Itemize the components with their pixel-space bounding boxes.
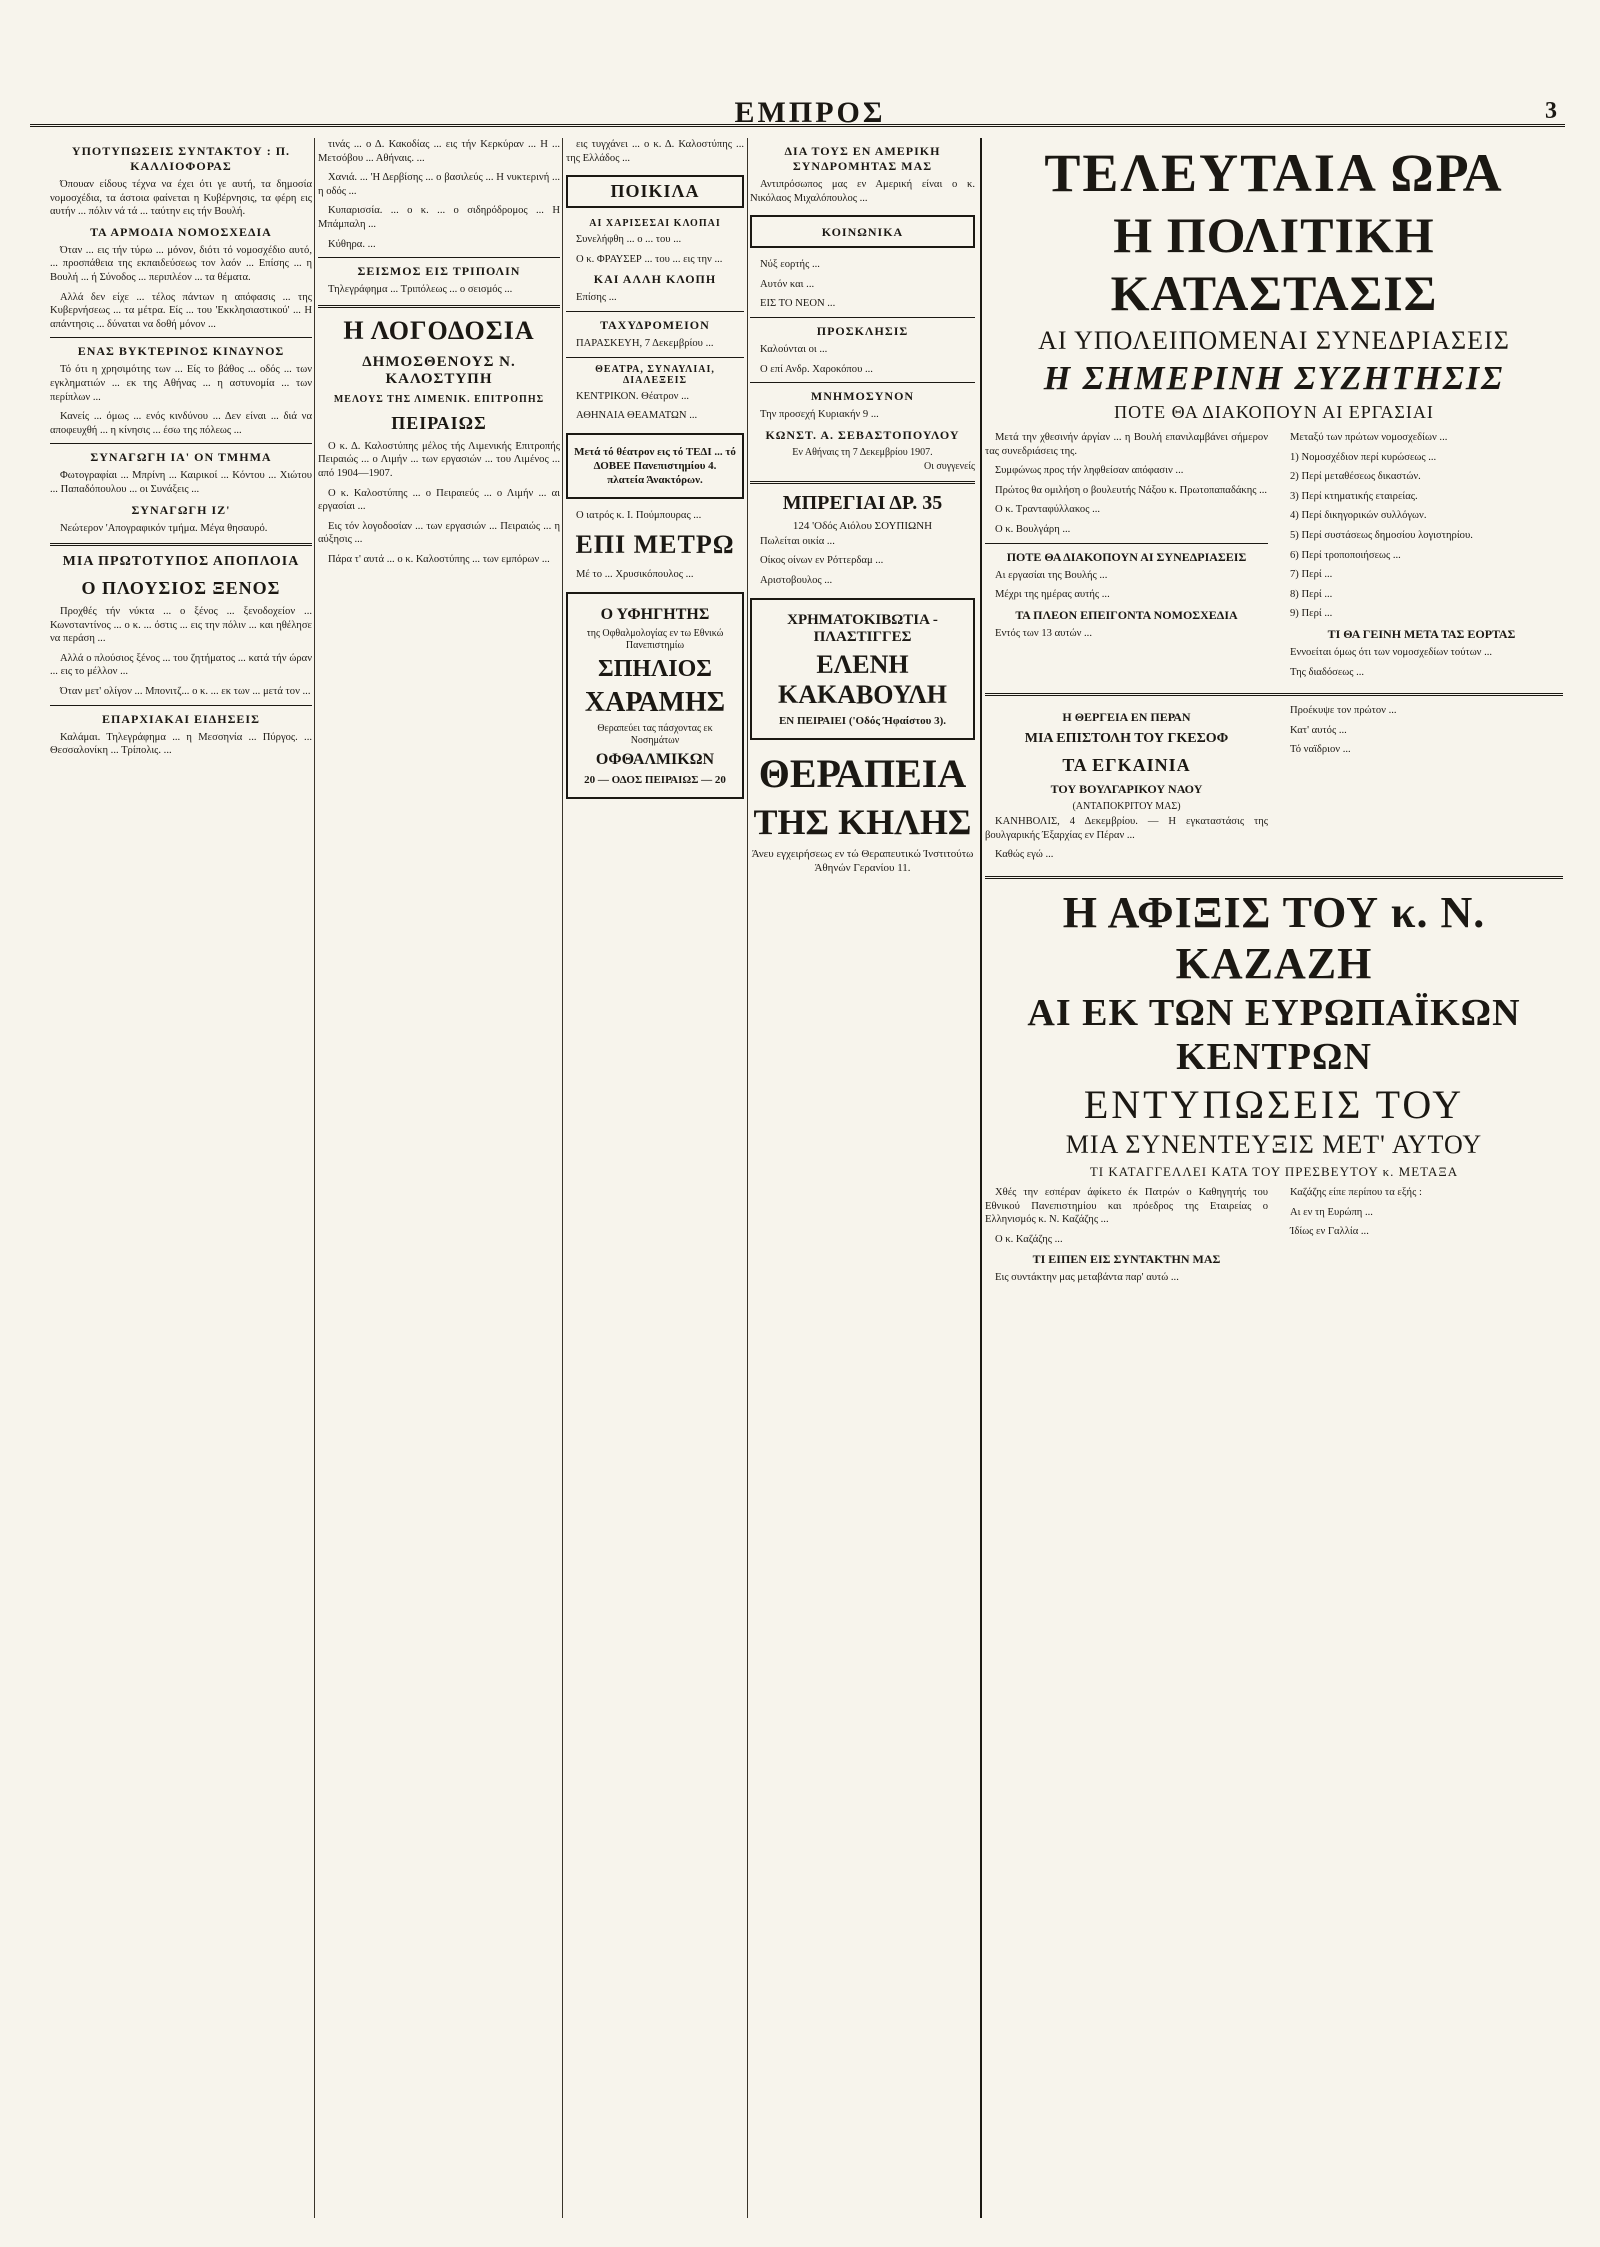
section-heading: ΤΑΧΥΔΡΟΜΕΙΟΝ xyxy=(600,317,710,332)
divider xyxy=(985,693,1563,696)
divider xyxy=(50,337,312,338)
divider xyxy=(750,317,975,318)
paragraph: Εντός των 13 αυτών ... xyxy=(995,627,1092,639)
section-heading: ΕΠΑΡΧΙΑΚΑΙ ΕΙΔΗΣΕΙΣ xyxy=(102,711,260,726)
paragraph: Της διαδόσεως ... xyxy=(1290,666,1365,678)
section-heading: ΑΙ ΧΑΡΙΣΕΣΑΙ ΚΛΟΠΑΙ xyxy=(589,218,721,230)
paragraph: Αλλά δεν είχε ... τέλος πάντων η απόφασις ... της Κυβερνήσεως ... τα μέτρα. Είς ... του 'Εκκλησιαστικού' ... Η απάντησις ... δύναται να δοθή μόνον ... xyxy=(50,291,312,330)
story-right xyxy=(1280,704,1563,868)
paragraph: Νεώτερον 'Απογραφικόν τμήμα. Μέγα θησαυρό. xyxy=(60,522,268,534)
story-left xyxy=(985,704,1268,868)
section-box xyxy=(566,175,744,208)
section-box xyxy=(750,215,975,248)
paragraph: Μέ το ... Χρυσικόπουλος ... xyxy=(576,569,694,581)
section-heading: ΔΗΜΟΣΘΕΝΟΥΣ Ν. ΚΑΛΟΣΤΥΠΗ xyxy=(362,353,516,387)
paragraph: Καζάζης είπε περίπου τα εξής : xyxy=(1290,1186,1422,1198)
section-heading: Η ΘΕΡΓΕΙΑ ΕΝ ΠΕΡΑΝ xyxy=(1062,710,1191,725)
paragraph: Μεταξύ των πρώτων νομοσχεδίων ... xyxy=(1290,432,1448,443)
divider xyxy=(566,357,744,358)
ad-title: Ο ΥΦΗΓΗΤΗΣ xyxy=(600,605,710,623)
paragraph: 3) Περί κτηματικής εταιρείας. xyxy=(1290,490,1418,502)
paragraph: Ο κ. Καζάζης ... xyxy=(995,1233,1063,1245)
ad-text: της Οφθαλμολογίας εν τω Εθνικώ Πανεπιστημίω xyxy=(586,627,724,651)
signature-line: Οι συγγενείς xyxy=(924,460,975,472)
paragraph: Πωλείται οικία ... xyxy=(760,535,835,547)
divider xyxy=(50,543,312,546)
story-subheadline: ΤΙ ΚΑΤΑΓΓΕΛΛΕΙ ΚΑΤΑ ΤΟΥ ΠΡΕΣΒΕΥΤΟΥ κ. ΜΕΤΑΞΑ xyxy=(1089,1163,1459,1179)
column-2 xyxy=(318,138,560,2218)
paragraph: ΑΘΗΝΑΙΑ ΘΕΑΜΑΤΩΝ ... xyxy=(576,410,698,422)
section-heading: ΠΟΤΕ ΘΑ ΔΙΑΚΟΠΟΥΝ ΑΙ ΣΥΝΕΔΡΙΑΣΕΙΣ xyxy=(1006,549,1247,564)
lead-headline: Η ΠΟΛΙΤΙΚΗ ΚΑΤΑΣΤΑΣΙΣ xyxy=(1110,207,1438,321)
section-heading: ΠΟΙΚΙΛΑ xyxy=(610,181,700,202)
paragraph: Ο κ. Καλοστύπης ... ο Πειραιεύς ... ο Λιμήν ... αι εργασίαι ... xyxy=(318,487,560,513)
paragraph: Αντιπρόσωπος μας εν Αμερική είναι ο κ. Νικόλαος Μιχαλόπουλος ... xyxy=(750,179,975,204)
section-heading: ΘΕΑΤΡΑ, ΣΥΝΑΥΛΙΑΙ, ΔΙΑΛΕΞΕΙΣ xyxy=(595,363,715,386)
paragraph: Κυπαρισσία. ... ο κ. ... ο σιδηρόδρομος ... Η Μπάμπαλη ... xyxy=(318,205,560,230)
story-headline: Η ΑΦΙΞΙΣ ΤΟΥ κ. Ν. ΚΑΖΑΖΗ xyxy=(1062,887,1486,988)
ad-text: Θεραπεύει τας πάσχοντας εκ Νοσημάτων xyxy=(597,722,713,746)
page-number: 3 xyxy=(1545,98,1557,124)
divider xyxy=(750,382,975,383)
paragraph: εις τυγχάνει ... ο κ. Δ. Καλοστύπης ... της Ελλάδος ... xyxy=(566,139,744,164)
divider xyxy=(985,876,1563,879)
paragraph: 9) Περί ... xyxy=(1290,608,1333,620)
divider xyxy=(985,543,1268,544)
story-columns xyxy=(985,1186,1563,1291)
paragraph: Την προσεχή Κυριακήν 9 ... xyxy=(760,409,879,421)
paragraph: 1) Νομοσχέδιον περί κυρώσεως ... xyxy=(1290,451,1437,463)
ad-title: ΣΠΗΛΙΟΣ xyxy=(598,655,712,682)
section-heading: ΤΙ ΕΙΠΕΝ ΕΙΣ ΣΥΝΤΑΚΤΗΝ ΜΑΣ xyxy=(1032,1252,1221,1267)
paragraph: Ίδίως εν Γαλλία ... xyxy=(1290,1226,1369,1238)
date-line: Εν Αθήναις τη 7 Δεκεμβρίου 1907. xyxy=(792,446,933,458)
lead-subheadline: Η ΣΗΜΕΡΙΝΗ ΣΥΖΗΤΗΣΙΣ xyxy=(1043,360,1505,397)
section-heading: ΜΙΑ ΠΡΩΤΟΤΥΠΟΣ ΑΠΟΠΛΟΙΑ xyxy=(62,554,300,570)
section-heading: ΕΝΑΣ ΒΥΚΤΕΡΙΝΟΣ ΚΙΝΔΥΝΟΣ xyxy=(77,344,285,359)
paragraph: Φωτογραφίαι ... Μπρίνη ... Καιρικοί ... Κόντου ... Χιώτου ... Παπαδόπουλου ... οι Συνάξεις ... xyxy=(50,470,312,495)
paragraph: Ο κ. Τρανταφύλλακος ... xyxy=(995,504,1101,516)
section-heading: ΠΕΙΡΑΙΩΣ xyxy=(391,412,487,433)
divider xyxy=(566,311,744,312)
section-heading: ΠΡΟΣΚΛΗΣΙΣ xyxy=(816,323,909,338)
lead-subheadline: ΠΟΤΕ ΘΑ ΔΙΑΚΟΠΟΥΝ ΑΙ ΕΡΓΑΣΙΑΙ xyxy=(1114,402,1434,422)
story-columns xyxy=(985,431,1563,685)
paragraph: 6) Περί τροποποιήσεως ... xyxy=(1290,549,1401,561)
paragraph: Καθώς εγώ ... xyxy=(995,849,1054,861)
story-columns xyxy=(985,704,1563,868)
paragraph: Προέκυψε τον πρώτον ... xyxy=(1290,705,1397,717)
ad-text: 20 — ΟΔΟΣ ΠΕΙΡΑΙΩΣ — 20 xyxy=(584,773,726,786)
section-heading: ΜΝΗΜΟΣΥΝΟΝ xyxy=(810,389,915,404)
divider xyxy=(318,305,560,308)
section-heading: ΤΙ ΘΑ ΓΕΙΝΗ ΜΕΤΑ ΤΑΣ ΕΟΡΤΑΣ xyxy=(1327,626,1516,641)
paragraph: τινάς ... ο Δ. Κακοδίας ... εις τήν Κερκύραν ... Η ... Μετσόβου ... Αθήναις. ... xyxy=(318,139,560,164)
column-rule xyxy=(314,138,315,2218)
paragraph: Καλάμαι. Τηλεγράφημα ... η Μεσσηνία ... Πύργος. ... Θεσσαλονίκη ... Τρίπολις. ... xyxy=(50,731,312,757)
story-subheadline: ΜΙΑ ΣΥΝΕΝΤΕΥΞΙΣ ΜΕΤ' ΑΥΤΟΥ xyxy=(1065,1129,1483,1159)
paragraph: ΕΙΣ ΤΟ ΝΕΟΝ ... xyxy=(760,298,836,310)
column-5 xyxy=(985,138,1563,2218)
lead-subheadline: ΑΙ ΥΠΟΛΕΙΠΟΜΕΝΑΙ ΣΥΝΕΔΡΙΑΣΕΙΣ xyxy=(1038,326,1510,355)
section-heading: ΣΥΝΑΓΩΓΗ ΙΑ' ΟΝ ΤΜΗΜΑ xyxy=(90,450,272,465)
paragraph: Αι εν τη Ευρώπη ... xyxy=(1290,1206,1373,1218)
ad-text: ΕΝ ΠΕΙΡΑΙΕΙ ('Οδός Ήφαίστου 3). xyxy=(778,714,947,727)
story-left xyxy=(985,1186,1268,1291)
paragraph: Ο ιατρός κ. Ι. Πούμπουρας ... xyxy=(576,509,702,521)
divider xyxy=(318,257,560,258)
section-heading: Η ΛΟΓΟΔΟΣΙΑ xyxy=(343,315,535,345)
paragraph: Αριστοβουλος ... xyxy=(760,574,833,586)
divider xyxy=(750,481,975,484)
advertisement xyxy=(566,433,744,499)
paragraph: Τό ότι η χρησιμότης των ... Είς το βάθος ... οδός ... των εγκληματιών ... εκ της Αθήνας ... η αστυνομία ... των περίπλων ... xyxy=(50,364,312,403)
divider xyxy=(50,443,312,444)
section-heading: ΜΙΑ ΕΠΙΣΤΟΛΗ ΤΟΥ ΓΚΕΣΟΦ xyxy=(1024,731,1229,747)
paragraph: Χθές την εσπέραν άφίκετο έκ Πατρών ο Καθηγητής του Εθνικού Πανεπιστημίου και πρόεδρος της Εταιρείας ο Ελληνισμός κ. Ν. Καζάζης ... xyxy=(985,1186,1268,1226)
paragraph: Πρώτος θα ομιλήση ο βουλευτής Νάξου κ. Πρωτοπαπαδάκης ... xyxy=(995,484,1268,496)
paragraph: Τό ναϊδριον ... xyxy=(1290,744,1351,756)
paragraph: Όπουαν είδους τέχνα να έχει ότι γε αυτή, τα δημοσία νομοσχέδια, τα άστοια φαίνεται η Κυβέρνησις, τα φέρη εις αυτήν ... πόλιν νά τά ... ταύτην εις τήν Βουλή. xyxy=(50,179,312,218)
story-headline: ΕΝΤΥΠΩΣΕΙΣ ΤΟΥ xyxy=(1083,1081,1465,1127)
masthead-title: ΕΜΠΡΟΣ xyxy=(734,96,886,129)
ad-title: ΜΠΡΕΓΙΑΙ ΔΡ. 35 xyxy=(782,491,943,514)
byline: ΥΠΟΤΥΠΩΣΕΙΣ ΣΥΝΤΑΚΤΟΥ : Π. ΚΑΛΛΙΟΦΟΡΑΣ xyxy=(71,144,291,173)
paragraph: Όταν ... εις τήν τύρω ... μόνον, διότι τό νομοσχέδιο αυτό, ... προσπάθεια της εκπαιδεύσεως τον λαόν ... Επίσης ... η Βουλή ... ή Σύνοδος ... περιπλέον ... τα θέματα. xyxy=(50,244,312,283)
paragraph: Καλούνται οι ... xyxy=(760,343,828,355)
paragraph: Κανείς ... όμως ... ενός κινδύνου ... Δεν είναι ... διά να αποφευχθή ... η κίνησις ... έσω της πόλεως ... xyxy=(50,411,312,436)
paragraph: Ο κ. Βουλγάρη ... xyxy=(995,523,1071,535)
paragraph: Τηλεγράφημα ... Τριπόλεως ... ο σεισμός ... xyxy=(328,284,513,296)
paragraph: Επίσης ... xyxy=(576,292,617,304)
paragraph: Αυτόν και ... xyxy=(760,278,815,290)
column-3 xyxy=(566,138,744,2218)
section-heading: ΜΕΛΟΥΣ ΤΗΣ ΛΙΜΕΝΙΚ. ΕΠΙΤΡΟΠΗΣ xyxy=(333,393,545,405)
lead-headline: ΤΕΛΕΥΤΑΙΑ ΩΡΑ xyxy=(1044,143,1504,203)
paragraph: ΚΕΝΤΡΙΚΟΝ. Θέατρον ... xyxy=(576,390,690,402)
story-left xyxy=(985,431,1268,685)
section-heading: ΚΩΝΣΤ. Α. ΣΕΒΑΣΤΟΠΟΥΛΟΥ xyxy=(765,427,960,442)
ad-title: ΧΑΡΑΜΗΣ xyxy=(584,686,726,718)
ad-title: ΧΡΗΜΑΤΟΚΙΒΩΤΙΑ - ΠΛΑΣΤΙΓΓΕΣ xyxy=(787,611,938,645)
masthead xyxy=(30,98,1565,127)
section-heading: ΤΟΥ ΒΟΥΛΓΑΡΙΚΟΥ ΝΑΟΥ xyxy=(1050,782,1203,797)
paragraph: Νύξ εορτής ... xyxy=(760,259,820,271)
paragraph: ΚΑΝΗΒΟΛΙΣ, 4 Δεκεμβρίου. — Η εγκαταστάσις της βουλγαρικής Έξαρχίας εν Πέραν ... xyxy=(985,816,1268,841)
paragraph: Πάρα τ' αυτά ... ο κ. Καλοστύπης ... των εμπόρων ... xyxy=(328,553,550,565)
section-heading: ΣΥΝΑΓΩΓΗ ΙΖ' xyxy=(131,502,231,517)
section-heading: ΤΑ ΠΛΕΟΝ ΕΠΕΙΓΟΝΤΑ ΝΟΜΟΣΧΕΔΙΑ xyxy=(1015,607,1238,622)
section-heading: ΚΑΙ ΑΛΛΗ ΚΛΟΠΗ xyxy=(593,272,717,287)
paragraph: Μετά την χθεσινήν άργίαν ... η Βουλή επανιλαμβάνει σήμερον τας συνεδριάσεις της. xyxy=(985,432,1268,457)
column-rule xyxy=(747,138,748,2218)
column-1 xyxy=(50,138,312,2218)
paragraph: Μέχρι της ημέρας αυτής ... xyxy=(995,589,1110,601)
section-heading: (ΑΝΤΑΠΟΚΡΙΤΟΥ ΜΑΣ) xyxy=(1072,801,1181,813)
divider xyxy=(50,705,312,706)
story-headline: ΑΙ ΕΚ ΤΩΝ ΕΥΡΩΠΑΪΚΩΝ ΚΕΝΤΡΩΝ xyxy=(1027,991,1521,1078)
ad-title: ΕΛΕΝΗ ΚΑΚΑΒΟΥΛΗ xyxy=(777,649,948,709)
paragraph: Κύθηρα. ... xyxy=(328,238,376,250)
advertisement xyxy=(566,592,744,799)
paragraph: 7) Περί ... xyxy=(1290,569,1333,581)
paragraph: Προχθές τήν νύκτα ... ο ξένος ... ξενοδοχείον ... Κωνσταντίνος ... ο κ. ... όστις ... εις την πόλιν ... και ηθέλησε να περάση ... xyxy=(50,606,312,645)
section-heading: ΤΑ ΑΡΜΟΔΙΑ ΝΟΜΟΣΧΕΔΙΑ xyxy=(90,224,272,239)
section-heading: Ο ΠΛΟΥΣΙΟΣ ΞΕΝΟΣ xyxy=(81,578,281,599)
paragraph: Όταν μετ' ολίγον ... Μπονιτζ... ο κ. ... εκ των ... μετά τον ... xyxy=(60,686,311,698)
paragraph: 5) Περί συστάσεως δημοσίου λογιστηρίου. xyxy=(1290,529,1473,541)
paragraph: ΠΑΡΑΣΚΕΥΗ, 7 Δεκεμβρίου ... xyxy=(576,337,714,349)
ad-title: ΤΗΣ ΚΗΛΗΣ xyxy=(753,801,972,842)
ad-text: 124 'Οδός Αιόλου ΣΟΥΠΙΩΝΗ xyxy=(792,519,933,532)
paragraph: Ο επί Ανδρ. Χαροκόπου ... xyxy=(760,363,873,375)
paragraph: Ο κ. ΦΡΑΥΣΕΡ ... του ... εις την ... xyxy=(576,253,723,265)
paragraph: Αλλά ο πλούσιος ξένος ... του ζητήματος ... κατά τήν ώραν ... εις το μέλλον ... xyxy=(50,652,312,678)
story-headline-block xyxy=(985,887,1563,1180)
section-heading: ΣΕΙΣΜΟΣ ΕΙΣ ΤΡΙΠΟΛΙΝ xyxy=(357,264,521,279)
paragraph: 2) Περί μεταθέσεως δικαστών. xyxy=(1290,471,1421,483)
section-heading: ΕΠΙ ΜΕΤΡΩ xyxy=(575,530,735,560)
ad-text: Μετά τό θέατρον εις τό ΤΕΔΙ ... τό ΔΟΒΕΕ Πανεπιστημίου 4. πλατεία Άνακτόρων. xyxy=(574,445,736,486)
paragraph: 4) Περί δικηγορικών συλλόγων. xyxy=(1290,510,1427,522)
paragraph: Αι εργασίαι της Βουλής ... xyxy=(995,569,1108,581)
paragraph: Συνελήφθη ... ο ... του ... xyxy=(576,234,682,246)
section-heading: ΤΑ ΕΓΚΑΙΝΙΑ xyxy=(1062,755,1191,776)
story-right xyxy=(1280,431,1563,685)
column-rule xyxy=(562,138,563,2218)
ad-title: ΟΦΘΑΛΜΙΚΩΝ xyxy=(595,750,715,768)
paragraph: Κατ' αυτός ... xyxy=(1290,724,1347,736)
column-4 xyxy=(750,138,975,2218)
story-right xyxy=(1280,1186,1563,1291)
advertisement xyxy=(750,598,975,740)
paragraph: Εις τόν λογοδοσίαν ... των εργασιών ... Πειραιώς ... η αύξησις ... xyxy=(318,520,560,546)
paragraph: Εννοείται όμως ότι των νομοσχεδίων τούτων ... xyxy=(1290,646,1493,658)
column-rule xyxy=(980,138,982,2218)
paragraph: Ο κ. Δ. Καλοστύπης μέλος τής Λιμενικής Επιτροπής Πειραιώς ... ο Λιμήν ... των εργασιών ... του Λιμένος ... από 1904—1907. xyxy=(318,440,560,479)
paragraph: Συμφώνως προς τήν ληφθείσαν απόφασιν ... xyxy=(995,465,1184,477)
paragraph: Οίκος οίνων εν Ρόττερδαμ ... xyxy=(760,555,884,567)
lead-headline-block xyxy=(985,142,1563,423)
section-heading: ΚΟΙΝΩΝΙΚΑ xyxy=(821,225,904,240)
paragraph: Χανιά. ... 'Η Δερβίσης ... ο βασιλεύς ... Η νυκτερινή ... η οδός ... xyxy=(318,172,560,197)
paragraph: 8) Περί ... xyxy=(1290,588,1333,600)
ad-text: Άνευ εγχειρήσεως εν τώ Θεραπευτικώ Ίνστιτούτω Άθηνών Γερανίου 11. xyxy=(751,847,974,874)
section-heading: ΔΙΑ ΤΟΥΣ ΕΝ ΑΜΕΡΙΚΗ ΣΥΝΔΡΟΜΗΤΑΣ ΜΑΣ xyxy=(784,144,941,173)
ad-title: ΘΕΡΑΠΕΙΑ xyxy=(758,750,967,796)
paragraph: Εις συντάκτην μας μεταβάντα παρ' αυτώ ... xyxy=(995,1272,1179,1284)
